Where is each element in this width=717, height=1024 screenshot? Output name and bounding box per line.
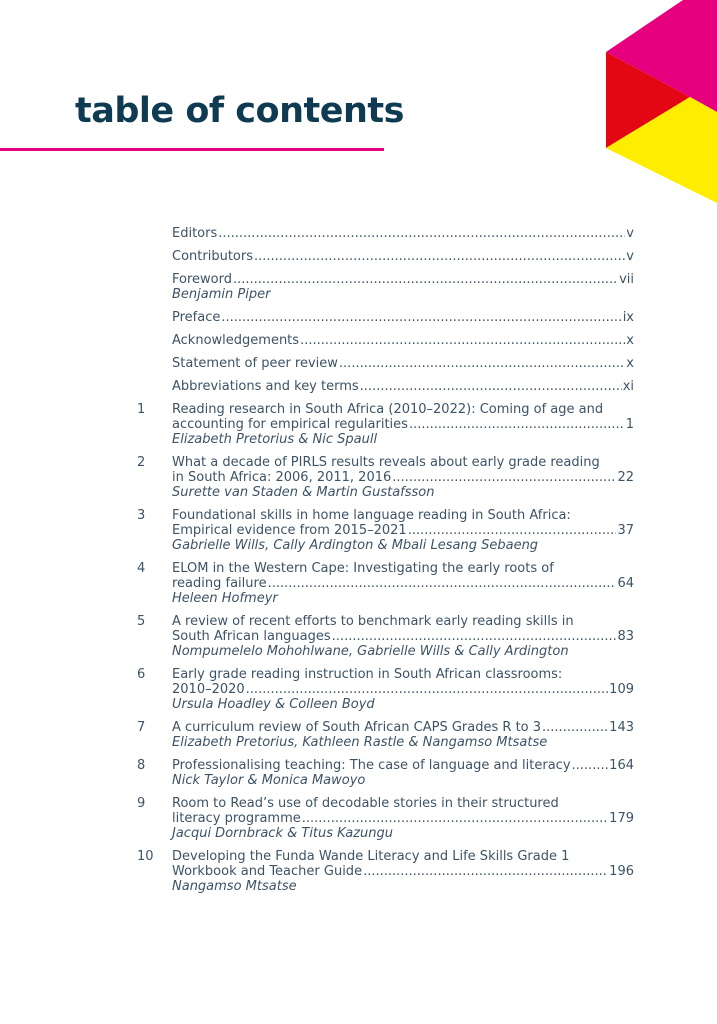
page-number: 83 [617,629,634,644]
dot-leader [254,249,625,264]
toc-entry-contributors[interactable] [137,249,634,264]
toc-entry-chapter-5[interactable] [137,614,634,659]
chapter-number: 2 [137,455,146,470]
toc-entry-chapter-10[interactable] [137,849,634,894]
entry-author: Ursula Hoadley & Colleen Boyd [172,697,375,712]
entry-title-line2: accounting for empirical regularities [172,417,408,432]
page-number: x [626,333,634,348]
chapter-number: 7 [137,720,146,735]
page-number: x [626,356,634,371]
entry-title: Preface [172,310,221,325]
chapter-number: 3 [137,508,146,523]
title-underline [0,148,384,151]
entry-title: Acknowledgements [172,333,300,348]
page-number: 1 [625,417,634,432]
entry-title-line1: A review of recent efforts to benchmark early reading skills in [172,614,574,629]
page-number: 22 [617,470,634,485]
entry-author: Nick Taylor & Monica Mawoyo [172,773,366,788]
chapter-number: 1 [137,402,146,417]
toc-entry-editors[interactable] [137,226,634,241]
entry-title-line2: reading failure [172,576,267,591]
yellow-ribbon [606,97,717,203]
dot-leader [542,720,608,735]
dot-leader [218,226,625,241]
entry-author: Gabrielle Wills, Cally Ardington & Mbali Lesang Sebaeng [172,538,539,553]
entry-title: Statement of peer review [172,356,338,371]
dot-leader [408,523,617,538]
toc-entry-chapter-2[interactable] [137,455,634,500]
dot-leader [300,333,625,348]
toc-entry-chapter-9[interactable] [137,796,634,841]
toc-entry-chapter-8[interactable] [137,758,634,788]
dot-leader [392,470,616,485]
page-number: v [626,226,634,241]
entry-title-line1: Room to Read’s use of decodable stories in their structured [172,796,559,811]
toc-entry-foreword[interactable] [137,272,634,302]
entry-title: Abbreviations and key terms [172,379,359,394]
entry-author: Nangamso Mtsatse [172,879,297,894]
chapter-number: 10 [137,849,154,864]
entry-author: Nompumelelo Mohohlwane, Gabrielle Wills & Cally Ardington [172,644,569,659]
entry-title: Contributors [172,249,253,264]
entry-title: Foreword [172,272,232,287]
dot-leader [246,682,609,697]
entry-author: Surette van Staden & Martin Gustafsson [172,485,435,500]
dot-leader [363,864,608,879]
entry-title-line1: Foundational skills in home language reading in South Africa: [172,508,571,523]
dot-leader [221,310,621,325]
entry-title-line1: ELOM in the Western Cape: Investigating the early roots of [172,561,554,576]
page-number: 179 [609,811,634,826]
dot-leader [268,576,617,591]
toc-entry-chapter-6[interactable] [137,667,634,712]
entry-title-line2: in South Africa: 2006, 2011, 2016 [172,470,392,485]
entry-title-line2: Workbook and Teacher Guide [172,864,363,879]
entry-title-line2: South African languages [172,629,331,644]
dot-leader [302,811,608,826]
entry-title-line1: What a decade of PIRLS results reveals about early grade reading [172,455,600,470]
chapter-number: 5 [137,614,146,629]
page-number: 37 [617,523,634,538]
entry-title-line2: Empirical evidence from 2015–2021 [172,523,407,538]
entry-title-line1: Reading research in South Africa (2010–2022): Coming of age and [172,402,604,417]
toc-entry-chapter-4[interactable] [137,561,634,606]
entry-title-line1: Early grade reading instruction in South African classrooms: [172,667,563,682]
toc-entry-chapter-1[interactable] [137,402,634,447]
toc-entry-chapter-7[interactable] [137,720,634,750]
dot-leader [409,417,625,432]
dot-leader [360,379,622,394]
chapter-number: 9 [137,796,146,811]
dot-leader [339,356,625,371]
page-number: vii [619,272,634,287]
toc-entry-acknowledgements[interactable] [137,333,634,348]
chapter-number: 4 [137,561,146,576]
dot-leader [572,758,609,773]
entry-title-line2: 2010–2020 [172,682,245,697]
red-ribbon [606,52,690,148]
chapter-number: 8 [137,758,146,773]
page-number: 64 [617,576,634,591]
magenta-ribbon [606,0,717,112]
dot-leader [332,629,617,644]
page-number: ix [622,310,634,325]
toc-entry-peer-review[interactable] [137,356,634,371]
entry-author: Elizabeth Pretorius, Kathleen Rastle & Nangamso Mtsatse [172,735,548,750]
toc-entry-preface[interactable] [137,310,634,325]
entry-author: Benjamin Piper [172,287,271,302]
toc-entry-chapter-3[interactable] [137,508,634,553]
entry-author: Elizabeth Pretorius & Nic Spaull [172,432,378,447]
page-title: table of contents [75,91,404,131]
dot-leader [233,272,618,287]
entry-title-line1: Developing the Funda Wande Literacy and Life Skills Grade 1 [172,849,570,864]
entry-author: Heleen Hofmeyr [172,591,278,606]
page-number: 109 [609,682,634,697]
toc-list [137,226,634,894]
entry-author: Jacqui Dornbrack & Titus Kazungu [172,826,393,841]
page-number: 143 [609,720,634,735]
page-number: 164 [609,758,634,773]
entry-title: Editors [172,226,218,241]
page-number: 196 [609,864,634,879]
entry-title-line2: literacy programme [172,811,301,826]
entry-title: Professionalising teaching: The case of language and literacy [172,758,571,773]
page-number: xi [622,379,634,394]
toc-entry-abbreviations[interactable] [137,379,634,394]
chapter-number: 6 [137,667,146,682]
entry-title: A curriculum review of South African CAPS Grades R to 3 [172,720,542,735]
page-number: v [626,249,634,264]
